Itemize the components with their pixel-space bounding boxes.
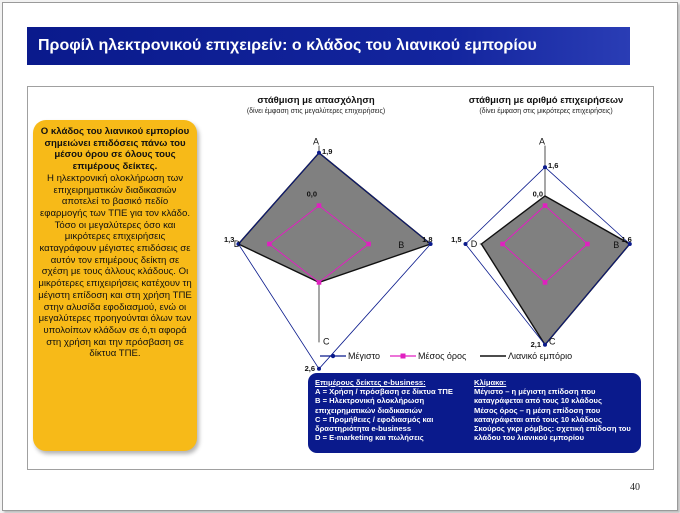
legend-max-swatch (320, 351, 346, 361)
chart1-max-label-c: 2,6 (304, 363, 315, 373)
info-box (308, 373, 641, 453)
chart1-subtitle: (δίνει έμφαση στις μεγαλύτερες επιχειρήσεις) (246, 108, 386, 115)
chart2-avg-point-c (543, 280, 548, 285)
chart1-axis-label-a: A (313, 136, 320, 147)
chart2-max-point-d (464, 242, 468, 246)
chart1-max-point-a (317, 151, 321, 155)
info-left-head: Επιμέρους δείκτες e-business: (315, 378, 426, 387)
callout-highlight: Ο κλάδος του λιανικού εμπορίου σημειώνει επιδόσεις πάνω του μέσου όρου σε όλους τους επιμέρους δείκτες. (40, 126, 190, 173)
chart2-max-label-b: 1,6 (621, 235, 632, 244)
chart2-max-point-c (543, 343, 547, 347)
chart1-axis-label-b: B (398, 240, 405, 250)
chart2-axis-label-b: B (613, 240, 620, 250)
legend-retail-label: Λιανικό εμπόριο (508, 351, 573, 361)
slide-title: Προφίλ ηλεκτρονικού επιχειρείν: ο κλάδος του λιανικού εμπορίου (27, 27, 630, 65)
chart2-avg-point-b (585, 242, 590, 247)
chart2-max-label-a: 1,6 (548, 161, 559, 171)
chart2-avg-label: 0,0 (532, 189, 543, 199)
chart1-max-point-c (317, 367, 321, 371)
info-scale (474, 378, 636, 442)
chart1-max-label-b: 1,8 (422, 235, 433, 244)
info-line-b: Β = Ηλεκτρονική ολοκλήρωση επιχειρηματικών διαδικασιών (315, 396, 425, 415)
info-indicators (315, 378, 463, 442)
chart2-avg-point-a (543, 203, 548, 208)
chart1-title: στάθμιση με απασχόληση (257, 95, 375, 106)
chart2-max-label-d: 1,5 (451, 235, 462, 244)
chart2-avg-point-d (500, 242, 505, 247)
info-line-a: Α = Χρήση / πρόσβαση σε δίκτυα ΤΠΕ (315, 387, 453, 397)
chart1-axis-label-c: C (323, 336, 330, 347)
chart1-avg-label: 0,0 (306, 189, 317, 199)
legend-max-label: Μέγιστο (348, 351, 380, 361)
chart2-max-point-a (543, 165, 547, 169)
chart2-subtitle: (δίνει έμφαση στις μικρότερες επιχειρήσεις) (479, 108, 613, 115)
chart1-avg-point-a (317, 203, 322, 208)
info-scale-max: Μέγιστο – η μέγιστη επίδοση που καταγράφεται από τους 10 κλάδους (474, 387, 602, 406)
chart2-axis-label-a: A (539, 136, 546, 147)
chart1-avg-point-d (267, 242, 272, 247)
chart1-avg-point-c (317, 280, 322, 285)
info-scale-retail: Σκούρος γκρι ρόμβος: σχετική επίδοση του κλάδου του λιανικού εμπορίου (474, 424, 631, 443)
info-scale-avg: Μέσος όρος – η μέση επίδοση που καταγράφεται από τους 10 κλάδους (474, 405, 602, 424)
legend-retail-swatch (480, 351, 506, 361)
page-number: 40 (630, 482, 640, 493)
chart2-max-label-c: 2,1 (530, 339, 541, 349)
chart1-avg-point-b (366, 242, 371, 247)
chart2-axis-label-d: D (470, 239, 478, 249)
chart1-axis-label-d: D (233, 239, 241, 249)
chart1-max-label-a: 1,9 (322, 146, 333, 156)
info-right-head: Κλίμακα: (474, 378, 507, 387)
info-line-c: C = Προμήθειες / εφοδιασμός και δραστηριότητα e-business (315, 414, 434, 434)
legend-avg-swatch (390, 351, 416, 361)
info-line-d: D = E-marketing και πωλήσεις (315, 433, 424, 443)
chart2-axis-label-c: C (549, 336, 556, 347)
legend-avg-label: Μέσος όρος (418, 351, 467, 361)
chart1-max-label-d: 1,3 (223, 235, 235, 244)
callout-body: Η ηλεκτρονική ολοκλήρωση των επιχειρηματικών διαδικασιών αποτελεί το βασικό πεδίο εφαρμογής των ΤΠΕ για τον κλάδο. Τόσο οι μεγαλύτερες όσο και μικρότερες επιχειρήσεις καταγράφουν μέγιστες επιδόσεις σε αυτόν τον επιμέρους δείκτη σε σχέση με τους άλλους κλάδους. Οι μικρότερες επιχειρήσεις κατέχουν τη μέγιστη επίδοση και στη χρήση ΤΠΕ στην αλυσίδα εφοδιασμού, ενώ οι μεγαλύτερες προηγούνται όλων των υπολοίπων κλάδων σε ό,τι αφορά στη χρήση και την πρόσβαση σε δίκτυα ΤΠΕ. (38, 172, 192, 360)
chart2-title: στάθμιση με αριθμό επιχειρήσεων (468, 95, 624, 106)
